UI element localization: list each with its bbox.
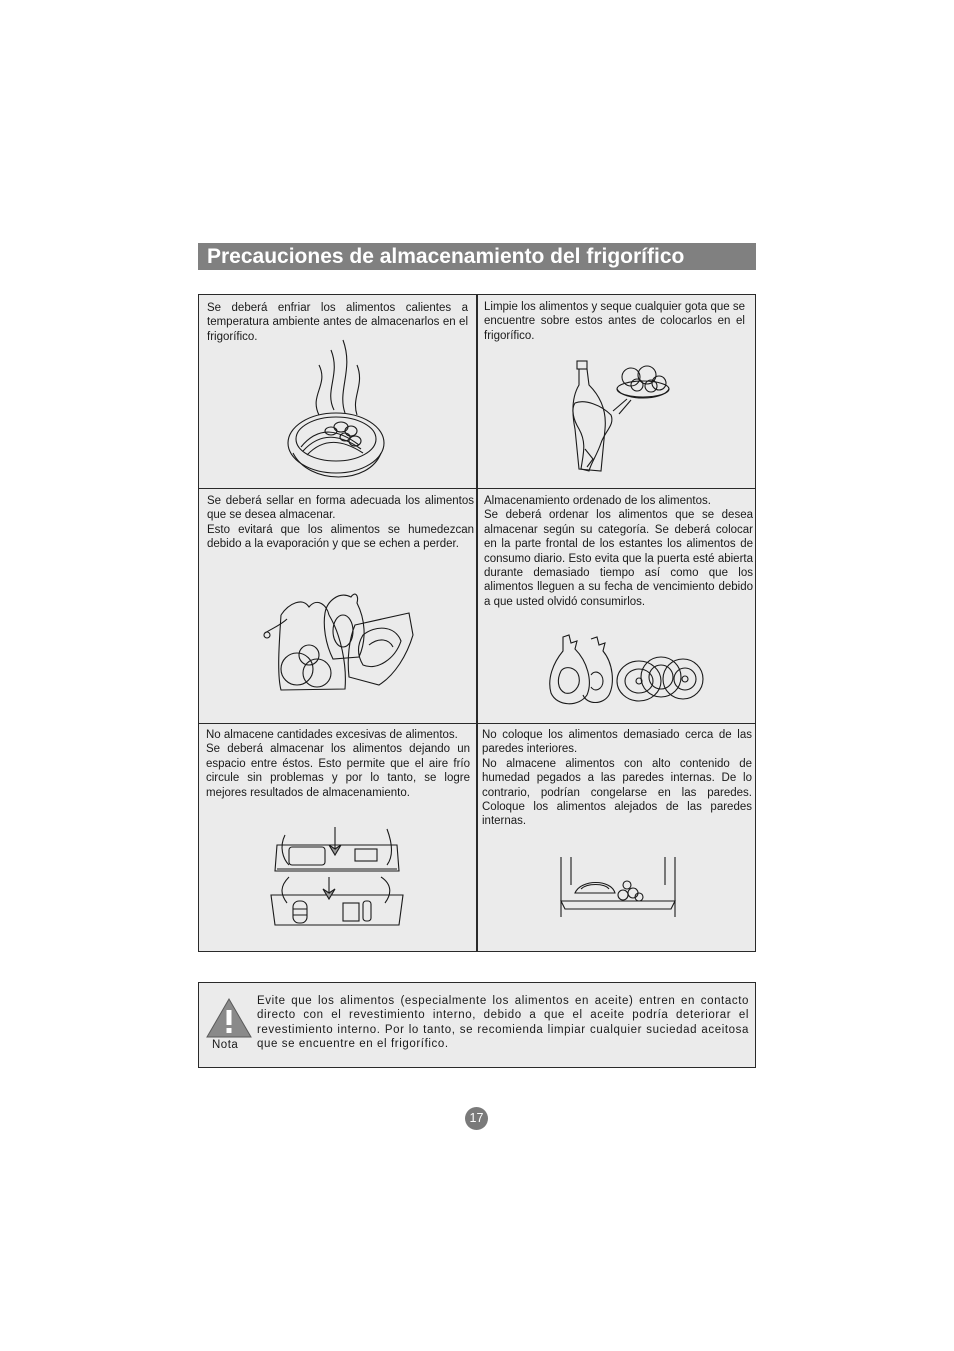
cell-text-seal-food: Se deberá sellar en forma adecuada los alimentos que se desea almacenar. Esto evitará que los alimentos se humedezcan debido a la evaporación y que se echen a perder. — [207, 495, 474, 551]
warning-triangle-icon — [205, 997, 253, 1039]
cell-text-space-food: No almacene cantidades excesivas de alimentos. Se deberá almacenar los alimentos dejando un espacio entre éstos. Esto permite que el aire frío circule sin problemas y por lo tanto, se logre mejores resultados de almacenamiento. — [206, 729, 470, 799]
wiping-bottle-icon — [571, 359, 681, 479]
grid-divider-row-1 — [199, 488, 755, 489]
grid-divider-row-2 — [199, 723, 755, 724]
cell-text-walls-food: No coloque los alimentos demasiado cerca de las paredes interiores. No almacene alimentos con alto contenido de humedad pegados a las paredes internas. De lo contrario, podrían congelarse en las paredes. Coloque los alimentos alejados de las paredes internas. — [482, 729, 752, 828]
fridge-shelf-icon — [557, 855, 679, 921]
cell-text-organize-food: Almacenamiento ordenado de los alimentos. Se deberá ordenar los alimentos que se desea almacenar según su categoría. Se deberá colocar en la parte frontal de los estantes los alimentos de consumo diario. Esto evita que la puerta esté abierta durante demasiado tiempo así como que los alimentos lleguen a su fecha de vencimiento debido a que usted olvidó consumirlos. — [484, 495, 753, 608]
note-label: Nota — [212, 1039, 239, 1051]
page-number: 17 — [465, 1107, 488, 1130]
note-text: Evite que los alimentos (especialmente los alimentos en aceite) entren en contacto directo con el revestimiento interno, debido a que el aceite podría deteriorar el revestimiento interno. Por lo tanto, se recomienda limpiar cualquier suciedad aceitosa que se encuentre en el frigorífico. — [257, 995, 749, 1051]
hot-food-bowl-icon — [279, 335, 399, 485]
grid-divider-vertical — [476, 295, 478, 951]
sealed-food-bags-icon — [259, 585, 419, 695]
precautions-grid — [198, 294, 756, 952]
cell-text-clean-food: Limpie los alimentos y seque cualquier gota que se encuentre sobre estos antes de colocarlos en el frigorífico. — [484, 301, 745, 342]
air-circulation-shelves-icon — [269, 825, 405, 929]
meats-icon — [547, 631, 707, 709]
note-box — [198, 982, 756, 1068]
cell-text-cool-food: Se deberá enfriar los alimentos calientes a temperatura ambiente antes de almacenarlos en el frigorífico. — [207, 302, 468, 343]
page-title: Precauciones de almacenamiento del frigorífico — [207, 245, 685, 268]
section-title-bar — [198, 243, 756, 270]
